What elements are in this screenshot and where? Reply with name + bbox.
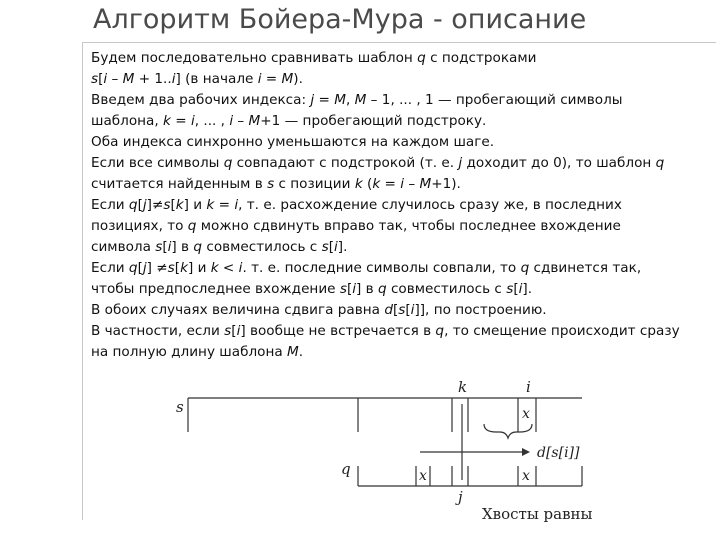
text-run: . т. е. последние символы совпали, то <box>242 260 521 276</box>
text-run: , <box>345 92 355 108</box>
text-run: , т. е. расхождение случилось сразу же, в последних <box>238 197 622 213</box>
text-run: сдвинется так, <box>529 260 642 276</box>
text-run: – 1, ... , 1 — пробегающий символы <box>366 92 623 108</box>
math-var: k <box>206 197 215 213</box>
math-var: q <box>223 155 233 171</box>
math-var: M <box>287 344 299 360</box>
tail-brace <box>484 424 532 438</box>
math-var: i <box>257 71 262 87</box>
math-var: i <box>410 302 415 318</box>
math-var: s <box>398 302 406 318</box>
math-var: s <box>163 197 171 213</box>
text-run: [ <box>231 323 237 339</box>
text-run: [ <box>162 239 168 255</box>
math-var: q <box>655 155 665 171</box>
math-var: i <box>171 71 176 87</box>
text-run: = <box>261 71 282 87</box>
text-run: с подстроками <box>425 50 537 66</box>
text-run: +1 — пробегающий подстроку. <box>260 113 487 129</box>
text-run: = <box>380 176 401 192</box>
text-run: совместилось с <box>386 281 507 297</box>
math-var: M <box>334 92 346 108</box>
text-run: совпадают с подстрокой (т. е. <box>232 155 459 171</box>
text-run: [ <box>137 197 143 213</box>
math-var: q <box>193 239 203 255</box>
math-var: k <box>163 113 171 129</box>
text-run: , то смещение происходит сразу <box>444 323 680 339</box>
math-var: s <box>267 176 275 192</box>
math-var: k <box>180 260 188 276</box>
text-run: Если все символы <box>91 155 224 171</box>
math-var: i <box>400 176 405 192</box>
label-s: s <box>176 398 184 416</box>
math-var: q <box>187 218 197 234</box>
math-var: i <box>103 71 108 87</box>
text-run: ] и <box>187 260 211 276</box>
math-var: j <box>142 260 147 276</box>
text-run: [ <box>170 197 176 213</box>
math-var: i <box>167 239 172 255</box>
text-run: – <box>233 113 249 129</box>
text-run: [ <box>328 239 335 255</box>
math-var: s <box>506 281 514 297</box>
text-run: [ <box>98 71 104 87</box>
text-run: шаблона, <box>91 113 164 129</box>
text-run: ]. <box>337 239 348 255</box>
text-run: + 1.. <box>134 71 172 87</box>
label-j: j <box>458 488 463 506</box>
math-var: q <box>128 197 138 213</box>
label-k: k <box>458 378 468 396</box>
shift-label: d[s[i]] <box>537 445 580 461</box>
text-run: – <box>107 71 123 87</box>
text-run: символа <box>91 239 156 255</box>
math-var: M <box>354 92 367 108</box>
math-var: i <box>229 113 234 129</box>
math-var: q <box>435 323 445 339</box>
text-run: ] ≠ <box>146 260 168 276</box>
text-run: Если <box>91 197 129 213</box>
math-var: i <box>234 197 239 213</box>
text-run: ). <box>293 71 303 87</box>
cell-x-q2: x <box>522 468 530 484</box>
text-run: Будем последовательно сравнивать шаблон <box>91 50 418 66</box>
text-run: можно сдвинуть вправо так, чтобы последнее вхождение <box>196 218 621 234</box>
text-run: < <box>218 260 239 276</box>
math-var: k <box>175 197 184 213</box>
label-q: q <box>341 460 351 478</box>
math-var: s <box>224 323 232 339</box>
text-run: , ... , <box>194 113 230 129</box>
text-run: [ <box>513 281 519 297</box>
text-run: доходит до 0), то шаблон <box>462 155 656 171</box>
math-var: s <box>167 260 175 276</box>
math-var: j <box>310 92 315 108</box>
text-run: [ <box>137 260 143 276</box>
text-run: Введем два рабочих индекса: <box>91 92 311 108</box>
math-var: k <box>354 176 363 192</box>
text-run: на полную длину шаблона <box>91 344 288 360</box>
label-i: i <box>526 378 531 396</box>
math-var: s <box>155 239 163 255</box>
text-run: считается найденным в <box>91 176 268 192</box>
math-var: k <box>372 176 381 192</box>
text-run: ] в <box>356 281 378 297</box>
math-var: i <box>236 323 241 339</box>
text-run: Оба индекса синхронно уменьшаются на каждом шаге. <box>91 134 495 150</box>
math-var: j <box>458 155 463 171</box>
math-var: M <box>248 113 261 129</box>
text-run: +1). <box>431 176 461 192</box>
text-run: ] и <box>183 197 207 213</box>
text-run: = <box>314 92 335 108</box>
text-run: [ <box>392 302 399 318</box>
math-var: d <box>384 302 393 318</box>
cell-x-q1: x <box>419 468 427 484</box>
math-var: i <box>518 281 523 297</box>
text-run: позициях, то <box>91 218 188 234</box>
text-run: [ <box>174 260 181 276</box>
text-run: . <box>298 344 304 360</box>
math-var: M <box>122 71 135 87</box>
text-run: [ <box>346 281 353 297</box>
cell-x-top: x <box>522 406 530 422</box>
text-run: ]≠ <box>146 197 164 213</box>
text-run: = <box>214 197 235 213</box>
math-var: k <box>210 260 219 276</box>
math-var: M <box>419 176 432 192</box>
math-var: M <box>281 71 294 87</box>
text-run: с позиции <box>274 176 355 192</box>
math-var: i <box>352 281 357 297</box>
text-run: [ <box>405 302 411 318</box>
math-var: q <box>128 260 138 276</box>
shift-arrowhead <box>522 448 530 456</box>
text-run: В частности, если <box>91 323 225 339</box>
text-run: ] в <box>171 239 194 255</box>
text-run: чтобы предпоследнее вхождение <box>91 281 340 297</box>
math-var: s <box>339 281 347 297</box>
caption: Хвосты равны <box>482 505 593 523</box>
text-run: Если <box>91 260 129 276</box>
text-run: – <box>404 176 420 192</box>
text-run: ] (в начале <box>175 71 258 87</box>
math-var: s <box>321 239 329 255</box>
slide-title: Алгоритм Бойера-Мура - описание <box>93 4 587 35</box>
math-var: i <box>334 239 338 255</box>
math-var: q <box>417 50 426 66</box>
math-var: i <box>190 113 195 129</box>
math-var: s <box>91 71 99 87</box>
text-run: ]], по построению. <box>414 302 547 318</box>
text-run: В обоих случаях величина сдвига равна <box>91 302 385 318</box>
math-var: i <box>238 260 243 276</box>
math-var: q <box>378 281 387 297</box>
text-run: ( <box>362 176 373 192</box>
text-run: ]. <box>522 281 533 297</box>
math-var: q <box>520 260 530 276</box>
text-run: = <box>170 113 191 129</box>
text-run: ] вообще не встречается в <box>240 323 436 339</box>
text-run: совместилось с <box>202 239 322 255</box>
math-var: j <box>142 197 147 213</box>
